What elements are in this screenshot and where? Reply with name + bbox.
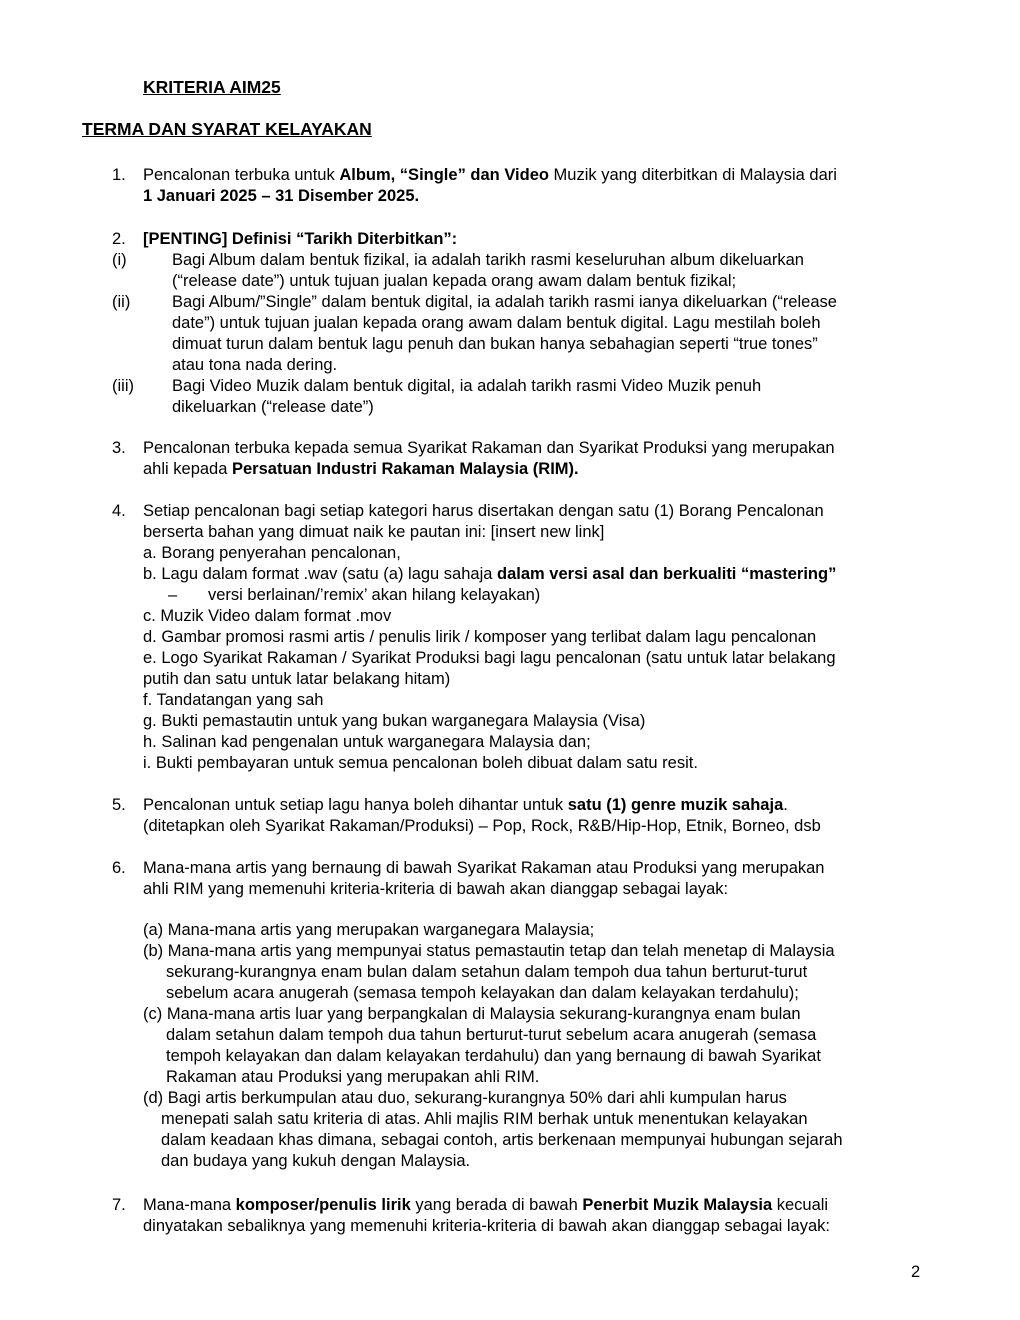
item-text: Pencalonan terbuka untuk Album, “Single” dan Video Muzik yang diterbitkan di Malaysia dari xyxy=(143,166,837,184)
sub-item-d: (d) Bagi artis berkumpulan atau duo, sekurang-kurangnya 50% dari ahli kumpulan harus xyxy=(143,1089,787,1107)
sub-item-a: (a) Mana-mana artis yang merupakan warganegara Malaysia; xyxy=(143,921,595,939)
sub-item-b: b. Lagu dalam format .wav (satu (a) lagu sahaja dalam versi asal dan berkualiti “mastering” xyxy=(143,565,837,583)
sub-item-d: d. Gambar promosi rasmi artis / penulis lirik / komposer yang terlibat dalam lagu pencalonan xyxy=(143,628,817,646)
sub-item-c: c. Muzik Video dalam format .mov xyxy=(143,607,392,625)
roman-number: (i) xyxy=(112,251,127,269)
item-number: 5. xyxy=(112,796,126,814)
sub-item-text: dimuat turun dalam bentuk lagu penuh dan bukan hanya sebahagian seperti “true tones” xyxy=(172,335,818,353)
sub-item-b: (b) Mana-mana artis yang mempunyai status pemastautin tetap dan telah menetap di Malaysia xyxy=(143,942,835,960)
sub-item-c: (c) Mana-mana artis luar yang berpangkalan di Malaysia sekurang-kurangnya enam bulan xyxy=(143,1005,801,1023)
item-text: berserta bahan yang dimuat naik ke pautan ini: [insert new link] xyxy=(143,523,605,541)
sub-item-c-cont: dalam setahun dalam tempoh dua tahun berturut-turut sebelum acara anugerah (semasa xyxy=(166,1026,817,1044)
sub-item-b-cont: sebelum acara anugerah (semasa tempoh kelayakan dan dalam kelayakan terdahulu); xyxy=(166,984,799,1002)
sub-item-text: Bagi Album/”Single” dalam bentuk digital, ia adalah tarikh rasmi ianya dikeluarkan (“release xyxy=(172,293,837,311)
dash: – xyxy=(168,586,178,604)
sub-item-d-cont: dan budaya yang kukuh dengan Malaysia. xyxy=(161,1152,471,1170)
item-text: Mana-mana artis yang bernaung di bawah Syarikat Rakaman atau Produksi yang merupakan xyxy=(143,859,825,877)
item-text: (ditetapkan oleh Syarikat Rakaman/Produksi) – Pop, Rock, R&B/Hip-Hop, Etnik, Borneo, dsb xyxy=(143,817,821,835)
sub-item-e: e. Logo Syarikat Rakaman / Syarikat Produksi bagi lagu pencalonan (satu untuk latar belakang xyxy=(143,649,836,667)
sub-item-f: f. Tandatangan yang sah xyxy=(143,691,324,709)
section-heading: TERMA DAN SYARAT KELAYAKAN xyxy=(82,119,372,139)
sub-item-text: dikeluarkan (“release date”) xyxy=(172,398,374,416)
item-text: Pencalonan untuk setiap lagu hanya boleh dihantar untuk satu (1) genre muzik sahaja. xyxy=(143,796,788,814)
sub-item-text: Bagi Video Muzik dalam bentuk digital, ia adalah tarikh rasmi Video Muzik penuh xyxy=(172,377,762,395)
item-number: 7. xyxy=(112,1196,126,1214)
item-text: Mana-mana komposer/penulis lirik yang berada di bawah Penerbit Muzik Malaysia kecuali xyxy=(143,1196,829,1214)
document-title: KRITERIA AIM25 xyxy=(143,77,281,97)
item-text: dinyatakan sebaliknya yang memenuhi kriteria-kriteria di bawah akan dianggap sebagai layak: xyxy=(143,1217,830,1235)
sub-item-c-cont: Rakaman atau Produksi yang merupakan ahli RIM. xyxy=(166,1068,540,1086)
sub-item-text: Bagi Album dalam bentuk fizikal, ia adalah tarikh rasmi keseluruhan album dikeluarkan xyxy=(172,251,804,269)
item-number: 6. xyxy=(112,859,126,877)
sub-item-b-cont: sekurang-kurangnya enam bulan dalam setahun dalam tempoh dua tahun berturut-turut xyxy=(166,963,808,981)
sub-item-text: (“release date”) untuk tujuan jualan kepada orang awam dalam bentuk fizikal; xyxy=(172,272,737,290)
sub-item-text: date”) untuk tujuan jualan kepada orang awam dalam bentuk digital. Lagu mestilah boleh xyxy=(172,314,821,332)
roman-number: (iii) xyxy=(112,377,134,395)
sub-item-i: i. Bukti pembayaran untuk semua pencalonan boleh dibuat dalam satu resit. xyxy=(143,754,698,772)
item-text: Pencalonan terbuka kepada semua Syarikat Rakaman dan Syarikat Produksi yang merupakan xyxy=(143,439,835,457)
item-title: [PENTING] Definisi “Tarikh Diterbitkan”: xyxy=(143,230,458,248)
item-number: 3. xyxy=(112,439,126,457)
item-number: 4. xyxy=(112,502,126,520)
item-number: 1. xyxy=(112,166,126,184)
sub-item-text: atau tona nada dering. xyxy=(172,356,338,374)
sub-item-a: a. Borang penyerahan pencalonan, xyxy=(143,544,401,562)
date-range: 1 Januari 2025 – 31 Disember 2025. xyxy=(143,187,420,205)
page-number: 2 xyxy=(911,1263,921,1281)
item-text: Setiap pencalonan bagi setiap kategori harus disertakan dengan satu (1) Borang Pencalonan xyxy=(143,502,824,520)
sub-item-b-cont: versi berlainan/’remix’ akan hilang kelayakan) xyxy=(208,586,541,604)
item-text: ahli kepada Persatuan Industri Rakaman Malaysia (RIM). xyxy=(143,460,579,478)
sub-item-g: g. Bukti pemastautin untuk yang bukan warganegara Malaysia (Visa) xyxy=(143,712,646,730)
sub-item-h: h. Salinan kad pengenalan untuk warganegara Malaysia dan; xyxy=(143,733,591,751)
sub-item-d-cont: dalam keadaan khas dimana, sebagai contoh, artis berkenaan mempunyai hubungan sejarah xyxy=(161,1131,843,1149)
sub-item-d-cont: menepati salah satu kriteria di atas. Ahli majlis RIM berhak untuk menentukan kelayakan xyxy=(161,1110,808,1128)
item-number: 2. xyxy=(112,230,126,248)
sub-item-e-cont: putih dan satu untuk latar belakang hitam) xyxy=(143,670,451,688)
sub-item-c-cont: tempoh kelayakan dan dalam kelayakan terdahulu) dan yang bernaung di bawah Syarikat xyxy=(166,1047,821,1065)
item-text: ahli RIM yang memenuhi kriteria-kriteria di bawah akan dianggap sebagai layak: xyxy=(143,880,729,898)
roman-number: (ii) xyxy=(112,293,131,311)
